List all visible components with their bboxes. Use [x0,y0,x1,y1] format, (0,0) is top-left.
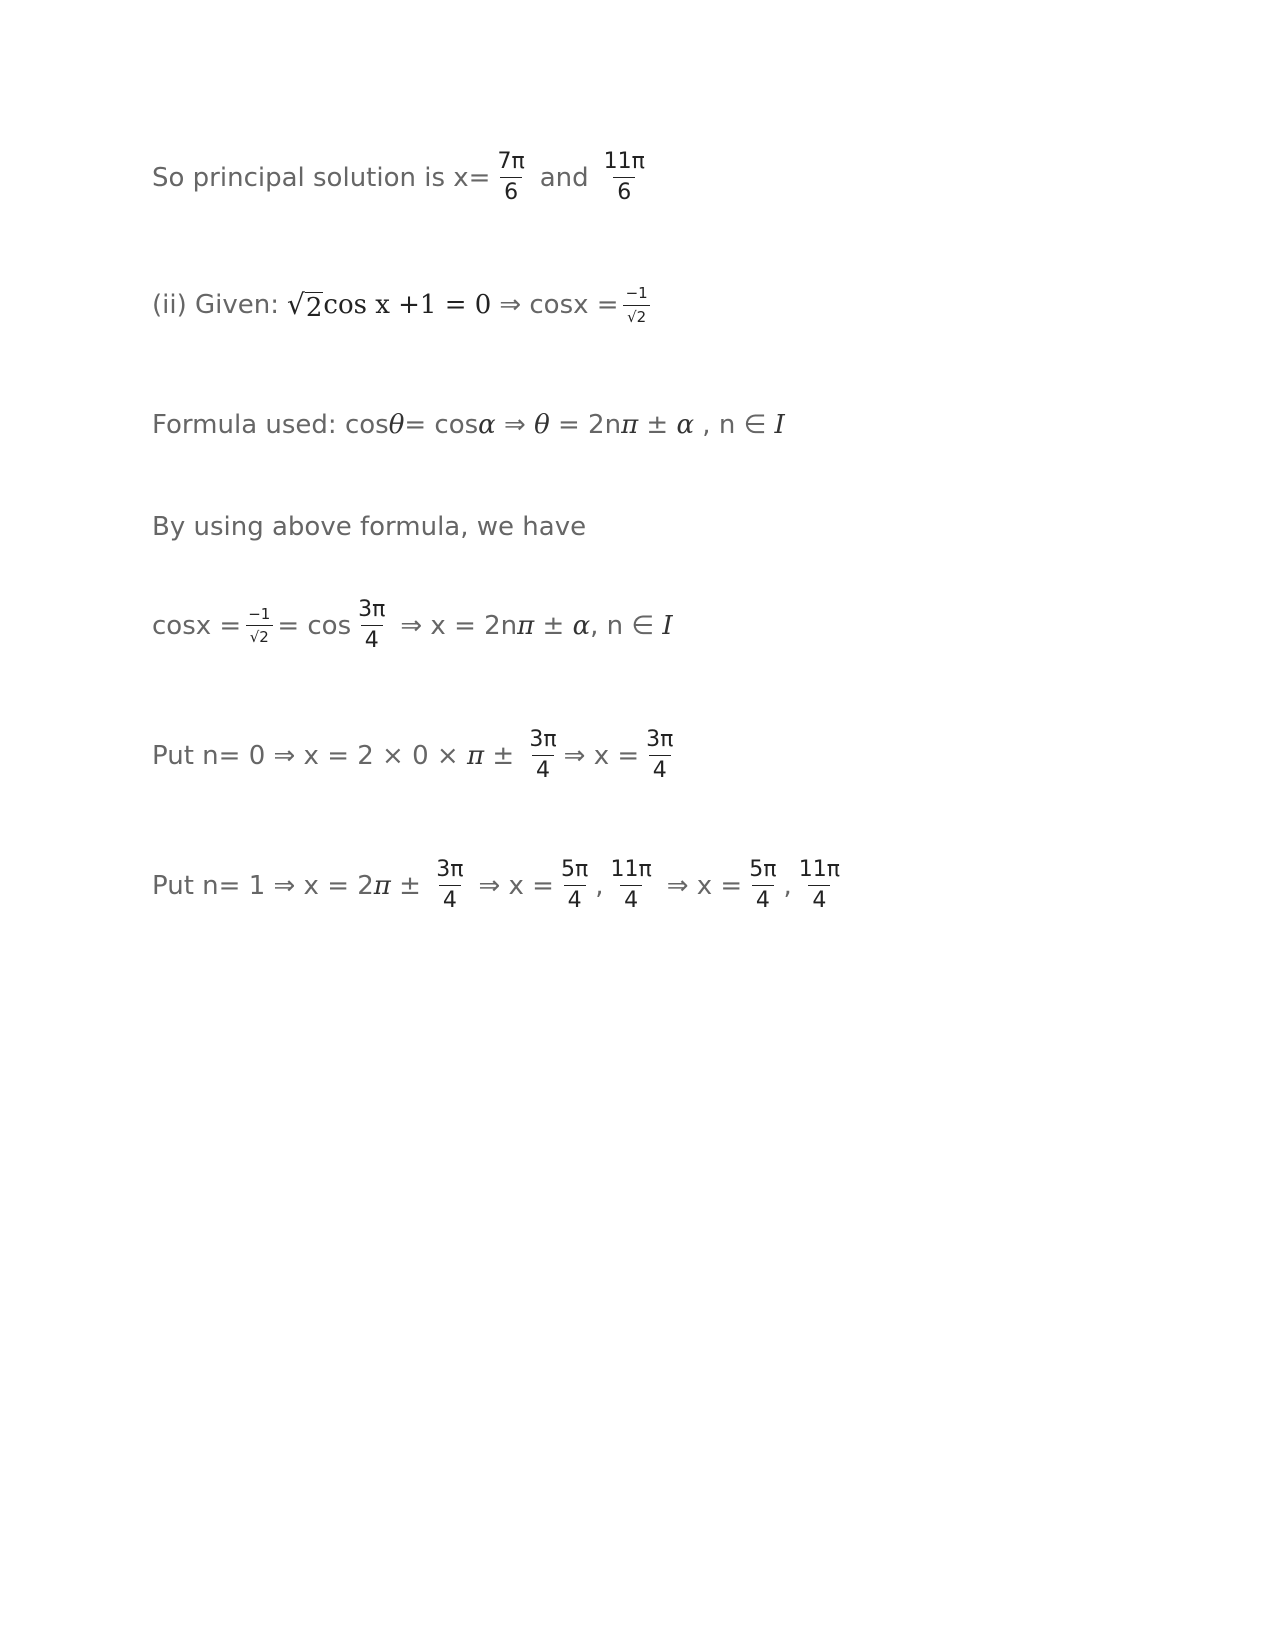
fraction-11pi-6: $\frac{11\pi}{6}$ [603,149,645,206]
cosx-value-line: cosx = $\frac{-1}{√2}$ = cos $\frac{3\pi}{4}$ ⇒ x = 2n π ± α , n ∈ I [152,597,673,654]
put-n-0-line: Put n= 0 ⇒ x = 2 × 0 × π ± $\frac{3\pi}{4}$ ⇒ x = $\frac{3\pi}{4}$ [152,728,680,783]
fraction-3pi-4: $\frac{3\pi}{4}$ [436,857,464,914]
fraction-11pi-4-final: $\frac{11\pi}{4}$ [798,857,840,914]
sqrt-2: √ 2 [287,287,323,323]
put-n-1-line: Put n= 1 ⇒ x = 2 π ± $\frac{3\pi}{4}$ ⇒ x = $\frac{5\pi}{4}$ , $\frac{11\pi}{4}$ ⇒ x = $\frac{5\pi}{4}$ , $\frac{11\pi}{4}$ [152,858,847,913]
by-using-formula-line [152,512,586,542]
fraction-neg1-sqrt2: $\frac{-1}{√2}$ [622,285,652,325]
given-equation-line [152,285,655,325]
implies-cosx: ⇒ cosx = [499,290,619,320]
fraction-7pi-6: $\frac{7\pi}{6}$ [497,149,525,206]
by-using-text: By using above formula, we have [152,512,587,542]
principal-solution-line [152,150,652,205]
principal-solution-text: So principal solution is x= [152,162,491,193]
fraction-3pi-4-result: $\frac{3\pi}{4}$ [646,727,674,784]
fraction-3pi-4: $\frac{3\pi}{4}$ [529,727,557,784]
fraction-neg1-sqrt2: $\frac{-1}{√2}$ [244,606,274,646]
formula-label: Formula used: cos [152,410,389,440]
fraction-5pi-4: $\frac{5\pi}{4}$ [560,857,589,914]
fraction-3pi-4: $\frac{3\pi}{4}$ [358,597,386,654]
fraction-11pi-4: $\frac{11\pi}{4}$ [610,857,652,914]
and-text: and [539,162,589,193]
formula-line: Formula used: cos θ = cos α ⇒ θ = 2n π ± α , n ∈ I [152,410,785,440]
fraction-5pi-4-final: $\frac{5\pi}{4}$ [749,857,777,914]
given-label: (ii) Given: [152,290,279,320]
given-expression: cos x +1 = 0 [323,290,492,320]
